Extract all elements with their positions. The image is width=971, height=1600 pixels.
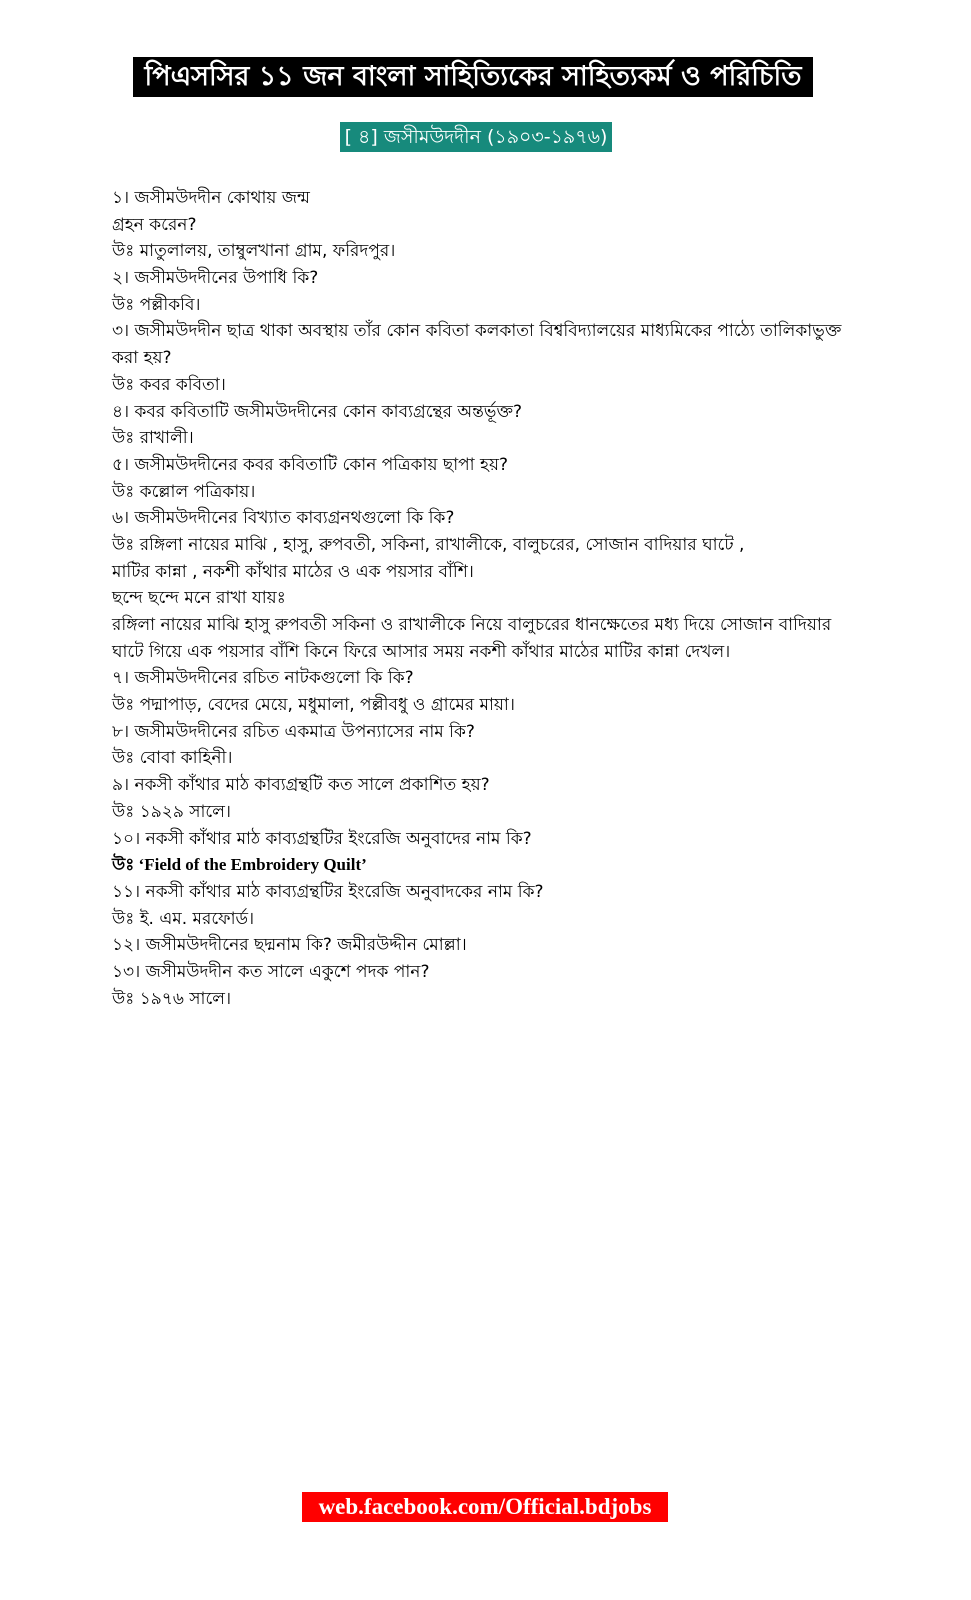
answer-line: উঃ রাখালী। (112, 428, 194, 449)
question-line: ২। জসীমউদদীনের উপাধি কি? (112, 268, 319, 289)
qa-list (112, 185, 872, 1012)
answer-line: উঃ ই. এম. মরফোর্ড। (112, 908, 255, 929)
question-line: ৬। জসীমউদদীনের বিখ্যাত কাব্যগ্রনথগুলো কি কি? (112, 508, 455, 529)
answer-line: উঃ রঙ্গিলা নায়ের মাঝি , হাসু, রুপবতী, সকিনা, রাখালীকে, বালুচরের, সোজান বাদিয়ার ঘাটে , (112, 534, 745, 555)
mnemonic-heading: ছন্দে ছন্দে মনে রাখা যায়ঃ (112, 588, 286, 609)
answer-line: উঃ পল্লীকবি। (112, 294, 201, 315)
question-line: ১০। নকসী কাঁথার মাঠ কাব্যগ্রন্থটির ইংরেজি অনুবাদের নাম কি? (112, 828, 532, 849)
question-line: ৩। জসীমউদদীন ছাত্র থাকা অবস্থায় তাঁর কোন কবিতা কলকাতা বিশ্ববিদ্যালয়ের মাধ্যমিকের পাঠ্যে তালিকাভুক্ত (112, 321, 842, 342)
answer-line: উঃ পদ্মাপাড়, বেদের মেয়ে, মধুমালা, পল্লীবধু ও গ্রামের মায়া। (112, 695, 515, 716)
question-line: গ্রহন করেন? (112, 214, 197, 235)
question-line: ৭। জসীমউদদীনের রচিত নাটকগুলো কি কি? (112, 668, 414, 689)
answer-line: উঃ ১৯২৯ সালে। (112, 801, 231, 822)
question-line: ৮। জসীমউদদীনের রচিত একমাত্র উপন্যাসের নাম কি? (112, 721, 475, 742)
section-heading: [ ৪] জসীমউদদীন (১৯০৩-১৯৭৬) (340, 122, 612, 152)
mnemonic-line: রঙ্গিলা নায়ের মাঝি হাসু রুপবতী সকিনা ও রাখালীকে নিয়ে বালুচরের ধানক্ষেতের মধ্য দিয়ে সোজান বাদিয়ার (112, 615, 832, 635)
question-line: ৯। নকসী কাঁথার মাঠ কাব্যগ্রন্থটি কত সালে প্রকাশিত হয়? (112, 775, 490, 796)
question-line: ৪। কবর কবিতাটি জসীমউদদীনের কোন কাব্যগ্রন্থের অন্তর্ভূক্ত? (112, 401, 522, 422)
question-line: করা হয়? (112, 348, 172, 369)
question-line: ১১। নকসী কাঁথার মাঠ কাব্যগ্রন্থটির ইংরেজি অনুবাদকের নাম কি? (112, 881, 544, 902)
answer-line: উঃ মাতুলালয়, তাম্বুলখানা গ্রাম, ফরিদপুর। (112, 241, 396, 262)
question-line: ১২। জসীমউদদীনের ছদ্মনাম কি? জমীরউদ্দীন মোল্লা। (112, 935, 467, 956)
answer-line: মাটির কান্না , নকশী কাঁথার মাঠের ও এক পয়সার বাঁশি। (112, 561, 474, 582)
answer-line: উঃ কবর কবিতা। (112, 374, 226, 395)
answer-line: উঃ ‘Field of the Embroidery Quilt’ (112, 855, 367, 875)
footer-link[interactable]: web.facebook.com/Official.bdjobs (302, 1492, 668, 1522)
answer-line: উঃ কল্লোল পত্রিকায়। (112, 481, 256, 502)
mnemonic-line: ঘাটে গিয়ে এক পয়সার বাঁশি কিনে ফিরে আসার সময় নকশী কাঁথার মাঠের মাটির কান্না দেখল। (112, 641, 731, 662)
page-title: পিএসসির ১১ জন বাংলা সাহিত্যিকের সাহিত্যকর্ম ও পরিচিতি (133, 57, 813, 97)
question-line: ১। জসীমউদদীন কোথায় জন্ম (112, 188, 310, 208)
question-line: ৫। জসীমউদদীনের কবর কবিতাটি কোন পত্রিকায় ছাপা হয়? (112, 454, 508, 475)
answer-line: উঃ বোবা কাহিনী। (112, 748, 233, 769)
answer-line: উঃ ১৯৭৬ সালে। (112, 988, 232, 1009)
question-line: ১৩। জসীমউদদীন কত সালে একুশে পদক পান? (112, 961, 430, 982)
